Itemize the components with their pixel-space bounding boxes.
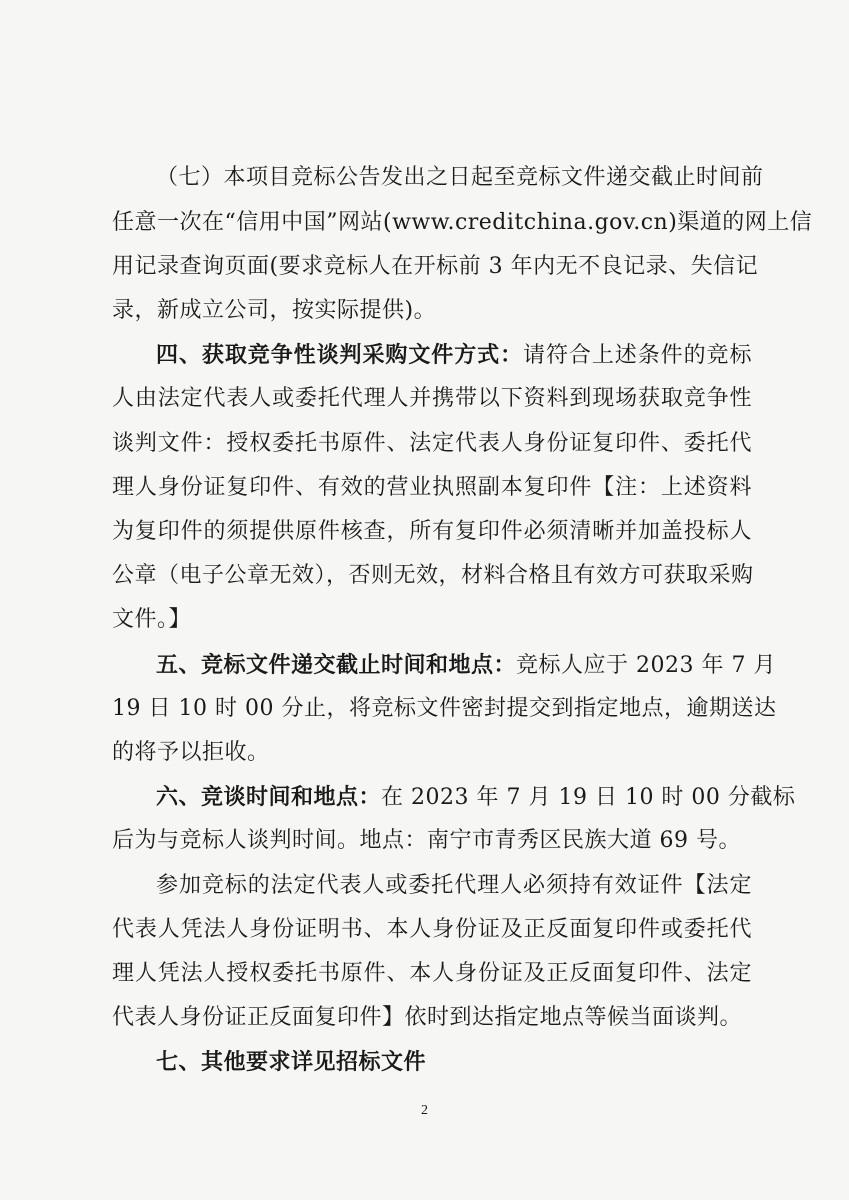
paragraph-line: 任意一次在“信用中国”网站(www.creditchina.gov.cn)渠道的网上信 <box>112 210 813 235</box>
section-heading-line: 四、获取竞争性谈判采购文件方式：请符合上述条件的竞标 <box>156 342 752 368</box>
paragraph-line: （七）本项目竞标公告发出之日起至竞标文件递交截止时间前 <box>156 165 764 190</box>
paragraph-line: 录，新成立公司，按实际提供)。 <box>112 298 437 323</box>
paragraph-line: 为复印件的须提供原件核查，所有复印件必须清晰并加盖投标人 <box>112 519 752 544</box>
paragraph-line: 理人凭法人授权委托书原件、本人身份证及正反面复印件、法定 <box>112 961 752 986</box>
section-heading: 六、竞谈时间和地点： <box>156 784 382 810</box>
paragraph-line: 19 日 10 时 00 分止，将竞标文件密封提交到指定地点，逾期送达 <box>112 696 777 721</box>
paragraph-line: 用记录查询页面(要求竞标人在开标前 3 年内无不良记录、失信记 <box>112 254 759 279</box>
paragraph-line: 文件。】 <box>112 607 192 632</box>
page-number: 2 <box>421 1103 428 1118</box>
paragraph-line: 理人身份证复印件、有效的营业执照副本复印件【注：上述资料 <box>112 475 752 500</box>
section-heading: 七、其他要求详见招标文件 <box>156 1049 427 1075</box>
paragraph-line: 代表人身份证正反面复印件】依时到达指定地点等候当面谈判。 <box>112 1005 743 1030</box>
paragraph-line: 参加竞标的法定代表人或委托代理人必须持有效证件【法定 <box>156 873 752 898</box>
section-heading-line: 六、竞谈时间和地点：在 2023 年 7 月 19 日 10 时 00 分截标 <box>156 784 796 810</box>
paragraph-line: 公章（电子公章无效），否则无效，材料合格且有效方可获取采购 <box>112 563 754 588</box>
paragraph-line: 代表人凭法人身份证明书、本人身份证及正反面复印件或委托代 <box>112 917 752 942</box>
section-heading: 五、竞标文件递交截止时间和地点： <box>156 652 517 678</box>
paragraph-line: 谈判文件：授权委托书原件、法定代表人身份证复印件、委托代 <box>112 431 752 456</box>
paragraph-line: 人由法定代表人或委托代理人并携带以下资料到现场获取竞争性 <box>112 386 752 411</box>
section-heading-line <box>112 1047 752 1078</box>
section-heading: 四、获取竞争性谈判采购文件方式： <box>156 342 524 368</box>
section-heading-line: 五、竞标文件递交截止时间和地点：竞标人应于 2023 年 7 月 <box>156 652 776 678</box>
paragraph-line: 后为与竞标人谈判时间。地点：南宁市青秀区民族大道 69 号。 <box>112 828 741 853</box>
paragraph-line: 的将予以拒收。 <box>112 740 270 765</box>
